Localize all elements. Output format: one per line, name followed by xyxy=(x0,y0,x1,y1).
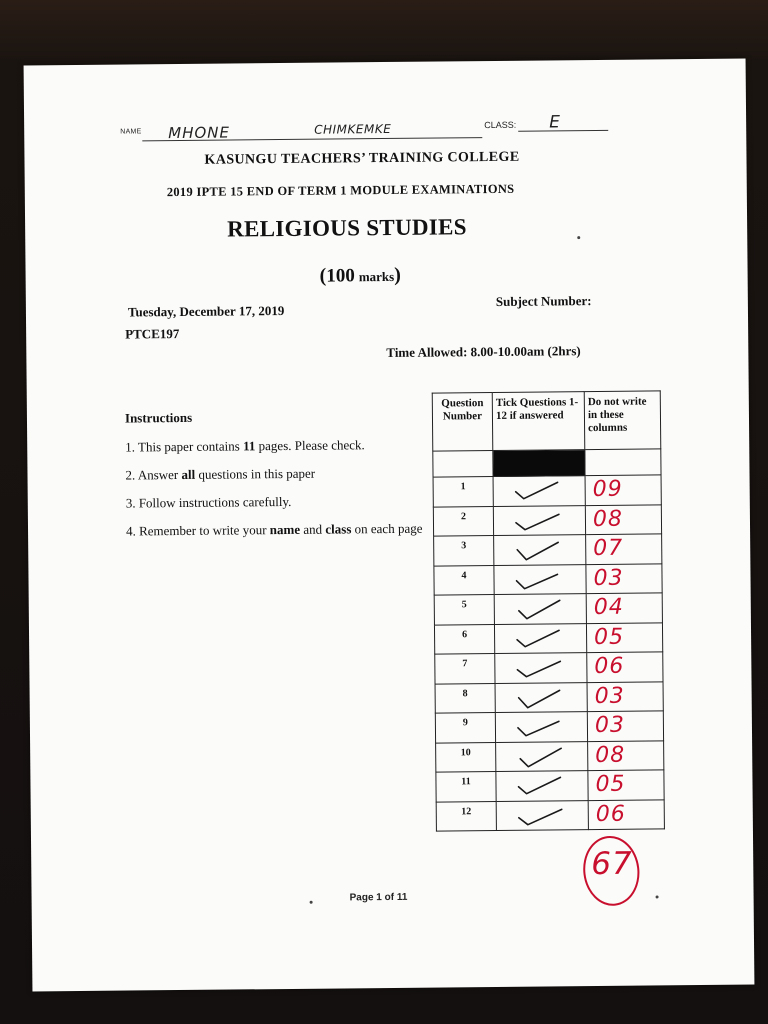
tick-mark-icon xyxy=(514,774,564,798)
table-row xyxy=(436,770,664,802)
table-row xyxy=(433,504,661,536)
question-number-header: Question Number xyxy=(432,393,493,452)
ink-speck xyxy=(310,901,313,904)
table-row xyxy=(435,681,663,713)
question-score: 05 xyxy=(595,771,626,798)
question-score: 05 xyxy=(593,624,625,650)
tick-mark-icon xyxy=(514,686,564,710)
tick-mark-icon xyxy=(513,656,563,680)
question-score: 06 xyxy=(594,653,625,680)
question-number: 11 xyxy=(461,776,471,788)
time-allowed: Time Allowed: 8.00-10.00am (2hrs) xyxy=(386,343,581,361)
question-rows xyxy=(433,475,664,831)
tick-mark-icon xyxy=(512,538,562,562)
instruction-item: 1. This paper contains 11 pages. Please check. xyxy=(125,437,365,455)
question-number: 12 xyxy=(461,805,472,817)
table-row xyxy=(436,740,664,772)
marks-word: marks xyxy=(358,268,395,285)
tick-mark-icon xyxy=(512,479,562,503)
instruction-item: 4. Remember to write your name and class on each page xyxy=(125,520,423,539)
instruction-item: 3. Follow instructions carefully. xyxy=(125,493,292,511)
table-spacer-row xyxy=(433,449,661,477)
question-score: 03 xyxy=(594,683,625,709)
college-title: KASUNGU TEACHERS’ TRAINING COLLEGE xyxy=(204,149,520,168)
table-row xyxy=(434,534,662,566)
question-number: 5 xyxy=(461,599,467,611)
exam-title: 2019 IPTE 15 END OF TERM 1 MODULE EXAMINATIONS xyxy=(166,181,515,200)
marks-number: 100 xyxy=(326,265,355,287)
ink-speck xyxy=(577,236,580,239)
subject-number-label: Subject Number: xyxy=(495,293,592,309)
question-score: 03 xyxy=(594,712,626,739)
question-score: 08 xyxy=(592,506,624,532)
tick-mark-icon xyxy=(514,715,564,739)
question-score: 07 xyxy=(593,535,624,562)
question-number: 10 xyxy=(460,746,471,758)
total-marks: (100 marks) xyxy=(319,263,401,287)
instructions-title: Instructions xyxy=(124,409,193,426)
question-number: 2 xyxy=(460,510,466,522)
name-label: NAME xyxy=(120,128,142,136)
table-row xyxy=(435,711,663,743)
tick-header: Tick Questions 1-12 if answered xyxy=(492,392,585,451)
question-score: 04 xyxy=(593,594,624,621)
class-value: E xyxy=(549,112,560,133)
score-header: Do not write in these columns xyxy=(584,391,661,450)
tick-mark-icon xyxy=(515,804,565,828)
exam-date: Tuesday, December 17, 2019 xyxy=(127,302,285,320)
table-row xyxy=(434,593,662,625)
table-row xyxy=(433,475,661,507)
class-label: CLASS: xyxy=(484,119,517,131)
student-first-name: MHONE xyxy=(168,123,231,143)
question-number: 4 xyxy=(461,569,467,581)
question-score: 03 xyxy=(593,565,624,591)
question-number: 1 xyxy=(460,481,466,493)
question-number: 6 xyxy=(461,628,468,640)
question-table xyxy=(432,390,665,831)
blacked-out-cell xyxy=(493,450,585,477)
question-score: 08 xyxy=(595,742,626,768)
table-row xyxy=(435,652,663,684)
ink-speck xyxy=(656,895,659,898)
tick-mark-icon xyxy=(513,627,563,651)
tick-mark-icon xyxy=(512,509,562,533)
question-score: 09 xyxy=(592,476,623,503)
question-number: 7 xyxy=(462,658,468,670)
page-number: Page 1 of 11 xyxy=(349,891,408,904)
class-line xyxy=(518,130,608,132)
exam-paper xyxy=(24,59,755,992)
subject-title: RELIGIOUS STUDIES xyxy=(227,214,467,242)
question-score: 06 xyxy=(595,801,626,827)
course-code: PTCE197 xyxy=(125,326,180,342)
question-number: 9 xyxy=(462,717,468,729)
table-row xyxy=(436,799,664,831)
question-number: 3 xyxy=(461,540,467,552)
question-number: 8 xyxy=(462,687,468,699)
instruction-item: 2. Answer all questions in this paper xyxy=(125,465,316,483)
table-row xyxy=(434,563,662,595)
tick-mark-icon xyxy=(513,597,563,621)
tick-mark-icon xyxy=(514,745,564,769)
table-header-row xyxy=(432,391,661,451)
table-row xyxy=(434,622,662,654)
tick-mark-icon xyxy=(512,568,562,592)
total-score: 67 xyxy=(591,845,633,883)
student-last-name: CHIMKEMKE xyxy=(314,121,392,137)
student-info-row xyxy=(114,112,654,144)
